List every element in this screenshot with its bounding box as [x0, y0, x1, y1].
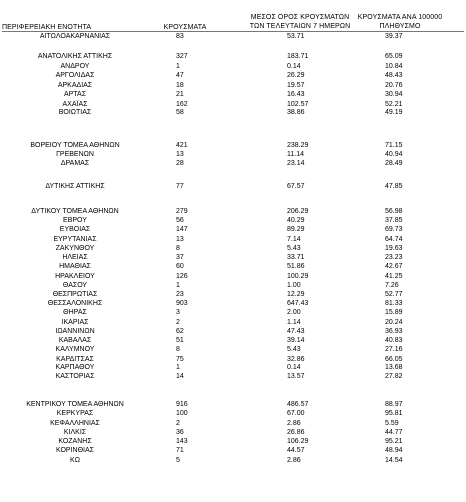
region-cell: ΙΩΑΝΝΙΝΩΝ: [55, 328, 95, 335]
cases-cell: 75: [176, 356, 184, 363]
table-row: [0, 272, 466, 281]
region-cell: ΘΕΣΠΡΩΤΙΑΣ: [52, 291, 98, 298]
cases-cell: 8: [176, 245, 180, 252]
region-cell: ΚΟΖΑΝΗΣ: [58, 438, 92, 445]
table-row: [0, 419, 466, 428]
region-cell: ΑΙΤΩΛΟΑΚΑΡΝΑΝΙΑΣ: [39, 33, 111, 40]
table-row: [0, 108, 466, 117]
table-row: [0, 336, 466, 345]
region-cell: ΚΟΡΙΝΘΙΑΣ: [56, 447, 94, 454]
table-row: [0, 437, 466, 446]
cases-cell: 126: [176, 273, 188, 280]
table-row: [0, 308, 466, 317]
table-row: [0, 299, 466, 308]
cases-cell: 83: [176, 33, 184, 40]
table-row: [0, 327, 466, 336]
region-cell: ΕΒΡΟΥ: [63, 217, 87, 224]
header-avg-line1: ΜΕΣΟΣ ΟΡΟΣ ΚΡΟΥΣΜΑΤΩΝ: [250, 14, 350, 21]
table-row: [0, 225, 466, 234]
per100k-cell: 40.94: [385, 151, 403, 158]
region-cell: ΚΑΡΠΑΘΟΥ: [55, 364, 95, 371]
per100k-cell: 10.84: [385, 63, 403, 70]
region-cell: ΚΑΣΤΟΡΙΑΣ: [55, 373, 95, 380]
per100k-cell: 36.93: [385, 328, 403, 335]
avg-cell: 106.29: [287, 438, 309, 445]
table-row: [0, 216, 466, 225]
cases-cell: 23: [176, 291, 184, 298]
per100k-cell: 30.94: [385, 91, 403, 98]
region-cell: ΚΑΡΔΙΤΣΑΣ: [56, 356, 94, 363]
region-cell: ΑΝΑΤΟΛΙΚΗΣ ΑΤΤΙΚΗΣ: [37, 53, 113, 60]
table-row: [0, 428, 466, 437]
avg-cell: 2.00: [287, 309, 301, 316]
avg-cell: 0.14: [287, 63, 301, 70]
table-row: [0, 372, 466, 381]
per100k-cell: 95.81: [385, 410, 403, 417]
cases-cell: 279: [176, 208, 188, 215]
avg-cell: 89.29: [287, 226, 305, 233]
per100k-cell: 7.26: [385, 282, 399, 289]
per100k-cell: 39.37: [385, 33, 403, 40]
avg-cell: 16.43: [287, 91, 305, 98]
cases-cell: 14: [176, 373, 184, 380]
per100k-cell: 81.33: [385, 300, 403, 307]
avg-cell: 51.86: [287, 263, 305, 270]
avg-cell: 102.57: [287, 101, 309, 108]
cases-cell: 51: [176, 337, 184, 344]
avg-cell: 1.14: [287, 319, 301, 326]
header-avg-line2: ΤΩΝ ΤΕΛΕΥΤΑΙΩΝ 7 ΗΜΕΡΩΝ: [249, 23, 351, 30]
per100k-cell: 5.59: [385, 420, 399, 427]
header-per100k-line2: ΠΛΗΘΥΣΜΟ: [379, 23, 421, 30]
per100k-cell: 20.24: [385, 319, 403, 326]
avg-cell: 40.29: [287, 217, 305, 224]
table-row: [0, 159, 466, 168]
cases-cell: 71: [176, 447, 184, 454]
cases-cell: 5: [176, 457, 180, 464]
region-cell: ΚΑΒΑΛΑΣ: [58, 337, 92, 344]
table-row: [0, 345, 466, 354]
region-cell: ΖΑΚΥΝΘΟΥ: [55, 245, 95, 252]
region-cell: ΘΗΡΑΣ: [63, 309, 87, 316]
region-cell: ΑΡΤΑΣ: [63, 91, 87, 98]
table-row: [0, 150, 466, 159]
per100k-cell: 14.54: [385, 457, 403, 464]
cases-cell: 36: [176, 429, 184, 436]
avg-cell: 183.71: [287, 53, 309, 60]
cases-cell: 3: [176, 309, 180, 316]
header-region: ΠΕΡΙΦΕΡΕΙΑΚΗ ΕΝΟΤΗΤΑ: [2, 24, 92, 31]
table-row: [0, 182, 466, 191]
region-cell: ΗΡΑΚΛΕΙΟΥ: [55, 273, 95, 280]
avg-cell: 26.86: [287, 429, 305, 436]
per100k-cell: 44.77: [385, 429, 403, 436]
cases-cell: 47: [176, 72, 184, 79]
avg-cell: 19.57: [287, 82, 305, 89]
table-row: [0, 207, 466, 216]
cases-cell: 37: [176, 254, 184, 261]
region-cell: ΑΧΑΪΑΣ: [62, 101, 88, 108]
cases-cell: 8: [176, 346, 180, 353]
table-row: [0, 32, 466, 41]
cases-cell: 903: [176, 300, 188, 307]
avg-cell: 11.14: [287, 151, 304, 158]
avg-cell: 486.57: [287, 401, 309, 408]
per100k-cell: 52.21: [385, 101, 403, 108]
per100k-cell: 47.85: [385, 183, 403, 190]
table-row: [0, 253, 466, 262]
cases-cell: 58: [176, 109, 184, 116]
avg-cell: 67.00: [287, 410, 305, 417]
cases-cell: 1: [176, 63, 180, 70]
per100k-cell: 40.83: [385, 337, 403, 344]
region-cell: ΙΚΑΡΙΑΣ: [61, 319, 89, 326]
avg-cell: 26.29: [287, 72, 305, 79]
region-cell: ΔΥΤΙΚΟΥ ΤΟΜΕΑ ΑΘΗΝΩΝ: [31, 208, 119, 215]
table-row: [0, 262, 466, 271]
avg-cell: 32.86: [287, 356, 305, 363]
cases-cell: 1: [176, 364, 180, 371]
cases-cell: 60: [176, 263, 184, 270]
per100k-cell: 64.74: [385, 236, 403, 243]
cases-cell: 77: [176, 183, 184, 190]
cases-cell: 2: [176, 319, 180, 326]
cases-cell: 100: [176, 410, 188, 417]
per100k-cell: 71.15: [385, 142, 403, 149]
per100k-cell: 41.25: [385, 273, 403, 280]
table-row: [0, 52, 466, 61]
avg-cell: 7.14: [287, 236, 301, 243]
per100k-cell: 37.85: [385, 217, 403, 224]
avg-cell: 12.29: [287, 291, 305, 298]
region-cell: ΑΝΔΡΟΥ: [60, 63, 90, 70]
avg-cell: 1.00: [287, 282, 301, 289]
cases-cell: 13: [176, 236, 184, 243]
avg-cell: 238.29: [287, 142, 309, 149]
region-cell: ΘΕΣΣΑΛΟΝΙΚΗΣ: [47, 300, 103, 307]
table-row: [0, 290, 466, 299]
table-row: [0, 141, 466, 150]
region-cell: ΑΡΓΟΛΙΔΑΣ: [55, 72, 95, 79]
table-row: [0, 81, 466, 90]
per100k-cell: 13.68: [385, 364, 403, 371]
avg-cell: 2.86: [287, 420, 301, 427]
region-cell: ΚΑΛΥΜΝΟΥ: [55, 346, 95, 353]
region-cell: ΗΛΕΙΑΣ: [62, 254, 88, 261]
region-cell: ΑΡΚΑΔΙΑΣ: [57, 82, 93, 89]
cases-cell: 916: [176, 401, 188, 408]
per100k-cell: 48.43: [385, 72, 403, 79]
per100k-cell: 28.49: [385, 160, 403, 167]
table-row: [0, 446, 466, 455]
avg-cell: 0.14: [287, 364, 301, 371]
per100k-cell: 23.23: [385, 254, 403, 261]
region-cell: ΘΑΣΟΥ: [62, 282, 88, 289]
per100k-cell: 49.19: [385, 109, 403, 116]
region-cell: ΚΕΦΑΛΛΗΝΙΑΣ: [50, 420, 100, 427]
per100k-cell: 27.16: [385, 346, 403, 353]
cases-cell: 327: [176, 53, 188, 60]
region-cell: ΕΥΡΥΤΑΝΙΑΣ: [53, 236, 97, 243]
cases-cell: 18: [176, 82, 184, 89]
avg-cell: 38.86: [287, 109, 305, 116]
avg-cell: 5.43: [287, 346, 301, 353]
table-row: [0, 71, 466, 80]
per100k-cell: 52.77: [385, 291, 403, 298]
table-row: [0, 318, 466, 327]
avg-cell: 2.86: [287, 457, 301, 464]
header-cases: ΚΡΟΥΣΜΑΤΑ: [163, 24, 207, 31]
table-row: [0, 62, 466, 71]
table-row: [0, 363, 466, 372]
region-cell: ΓΡΕΒΕΝΩΝ: [56, 151, 94, 158]
per100k-cell: 95.21: [385, 438, 403, 445]
avg-cell: 206.29: [287, 208, 309, 215]
per100k-cell: 56.98: [385, 208, 403, 215]
cases-cell: 21: [176, 91, 184, 98]
region-cell: ΚΕΝΤΡΙΚΟΥ ΤΟΜΕΑ ΑΘΗΝΩΝ: [26, 401, 124, 408]
cases-cell: 147: [176, 226, 188, 233]
avg-cell: 100.29: [287, 273, 309, 280]
region-cell: ΔΥΤΙΚΗΣ ΑΤΤΙΚΗΣ: [45, 183, 105, 190]
avg-cell: 67.57: [287, 183, 305, 190]
table-row: [0, 456, 466, 465]
per100k-cell: 19.63: [385, 245, 403, 252]
avg-cell: 53.71: [287, 33, 305, 40]
region-cell: ΒΟΙΩΤΙΑΣ: [58, 109, 92, 116]
avg-cell: 5.43: [287, 245, 301, 252]
avg-cell: 33.71: [287, 254, 305, 261]
avg-cell: 23.14: [287, 160, 305, 167]
avg-cell: 39.14: [287, 337, 305, 344]
region-cell: ΚΩ: [70, 457, 80, 464]
avg-cell: 647.43: [287, 300, 309, 307]
region-cell: ΒΟΡΕΙΟΥ ΤΟΜΕΑ ΑΘΗΝΩΝ: [30, 142, 120, 149]
cases-cell: 1: [176, 282, 180, 289]
cases-cell: 28: [176, 160, 184, 167]
avg-cell: 44.57: [287, 447, 305, 454]
avg-cell: 47.43: [287, 328, 305, 335]
per100k-cell: 69.73: [385, 226, 403, 233]
table-row: [0, 281, 466, 290]
cases-cell: 143: [176, 438, 188, 445]
region-cell: ΗΜΑΘΙΑΣ: [59, 263, 91, 270]
cases-cell: 421: [176, 142, 188, 149]
per100k-cell: 42.67: [385, 263, 403, 270]
per100k-cell: 66.05: [385, 356, 403, 363]
region-cell: ΚΕΡΚΥΡΑΣ: [56, 410, 94, 417]
region-cell: ΔΡΑΜΑΣ: [60, 160, 90, 167]
per100k-cell: 27.82: [385, 373, 403, 380]
cases-cell: 13: [176, 151, 184, 158]
table-row: [0, 90, 466, 99]
avg-cell: 13.57: [287, 373, 305, 380]
region-cell: ΕΥΒΟΙΑΣ: [59, 226, 91, 233]
per100k-cell: 65.09: [385, 53, 403, 60]
cases-cell: 162: [176, 101, 188, 108]
per100k-cell: 48.94: [385, 447, 403, 454]
per100k-cell: 88.97: [385, 401, 403, 408]
table-row: [0, 244, 466, 253]
region-cell: ΚΙΛΚΙΣ: [63, 429, 87, 436]
cases-cell: 62: [176, 328, 184, 335]
table-row: [0, 400, 466, 409]
table-row: [0, 235, 466, 244]
cases-cell: 2: [176, 420, 180, 427]
cases-cell: 56: [176, 217, 184, 224]
per100k-cell: 20.76: [385, 82, 403, 89]
per100k-cell: 15.89: [385, 309, 403, 316]
table-row: [0, 409, 466, 418]
header-per100k-line1: ΚΡΟΥΣΜΑΤΑ ΑΝΑ 100000: [357, 14, 443, 21]
